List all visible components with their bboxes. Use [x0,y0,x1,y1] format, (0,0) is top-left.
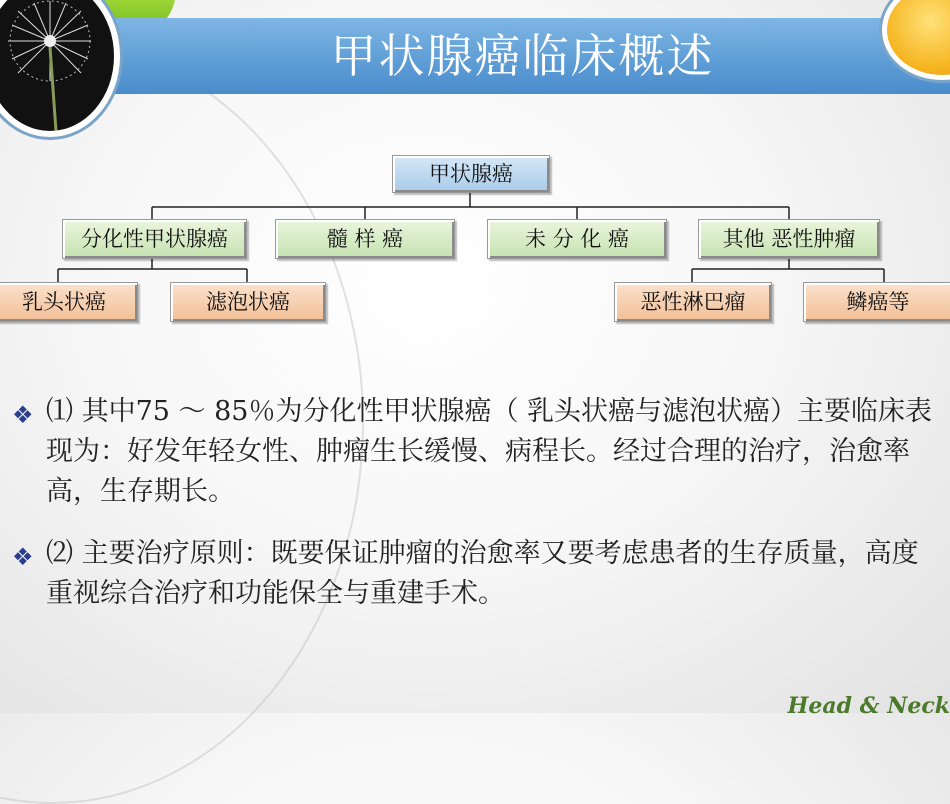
bullet-list [12,392,942,614]
tree-root-node: 甲状腺癌 [392,155,550,193]
tree-node-undifferentiated: 未 分 化 癌 [487,219,667,259]
bullet-text: ⑴ 其中75 ～ 85％为分化性甲状腺癌（ 乳头状癌与滤泡状癌）主要临床表现为：好发年轻女性、肿瘤生长缓慢、病程长。经过合理的治疗，治愈率高，生存期长。 [46,396,933,507]
diamond-cluster-icon: ❖ [12,401,34,429]
bullet-text: ⑵ 主要治疗原则：既要保证肿瘤的治愈率又要考虑患者的生存质量，高度重视综合治疗和功能保全与重建手术。 [46,538,919,609]
diamond-cluster-icon: ❖ [12,543,34,571]
tree-node-papillary: 乳头状癌 [0,282,138,322]
tree-node-differentiated: 分化性甲状腺癌 [62,219,247,259]
tree-node-squamous: 鳞癌等 [803,282,950,322]
tree-node-other-malignant: 其他 恶性肿瘤 [698,219,880,259]
slide-title: 甲状腺癌临床概述 [330,29,715,83]
bullet-item [12,392,942,512]
tree-node-lymphoma: 恶性淋巴瘤 [614,282,772,322]
tree-node-follicular: 滤泡状癌 [170,282,326,322]
footer-watermark: Head & Neck [787,693,950,719]
tree-node-medullary: 髓 样 癌 [275,219,455,259]
bullet-item [12,534,942,614]
